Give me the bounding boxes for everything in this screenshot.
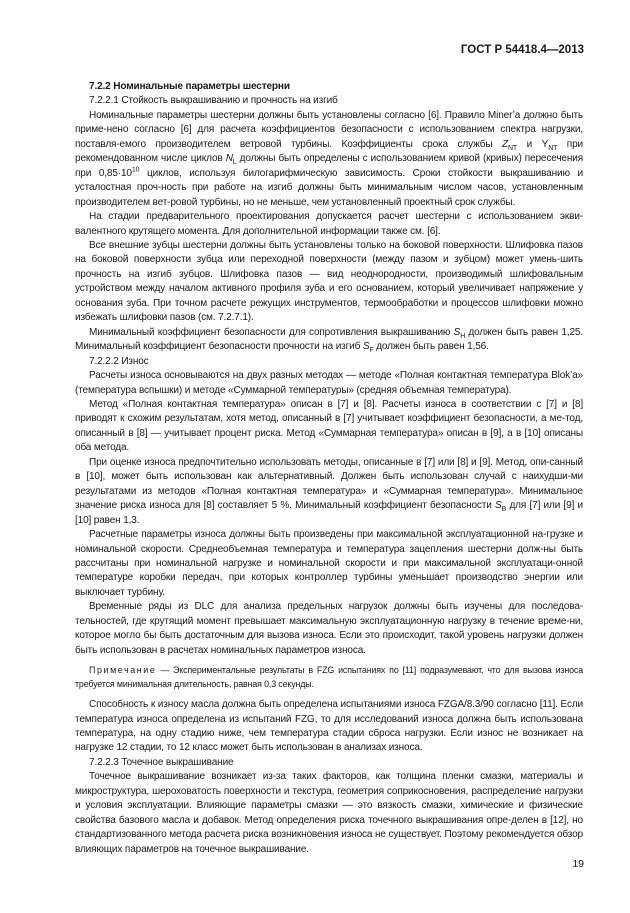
document-body — [75, 80, 583, 857]
subscript: NT — [508, 144, 518, 152]
page-number: 19 — [572, 858, 584, 870]
superscript: 10 — [131, 166, 140, 174]
symbol: S — [362, 341, 370, 353]
paragraph — [75, 109, 583, 210]
paragraph: Все внешние зубцы шестерни должны быть установлены только на боковой поверхности. Шлифовка пазов на боковой поверхности зубца или переходной поверхности (между пазом и зубцом) может умень-шить прочность на изгиб зубцов. Шлифовка пазов — вид неоднородности, производимый шлифовальным устройством между началом активного профиля зуба и его основанием, который увеличивает напряжение у основания зуба. При точном расчете режущих инструментов, термообработки и процессов шлифовки можно избежать шлифовки пазов (см. 7.2.7.1). — [75, 239, 583, 324]
paragraph: Способность к износу масла должна быть определена испытаниями износа FZGA/8.3/90 согласно [11]. Если температура износа определена из испытаний FZG, то для исследований износа должна быть использована температура, на одну стадию ниже, чем температура стадии сброса нагрузки. Если износ не возникает на нагрузке 12 стадии, то 12 класс может быть использован в анализах износа. — [75, 699, 583, 754]
text: должен быть равен 1,56. — [373, 341, 489, 353]
text: для [7] или [9] и [10] равен 1,3. — [75, 500, 583, 526]
subscript: B — [501, 506, 507, 514]
section-heading-7-2-2: 7.2.2 Номинальные параметры шестерни — [89, 81, 290, 92]
symbol: S — [453, 326, 461, 338]
document-header: ГОСТ Р 54418.4—2013 — [460, 44, 584, 56]
symbol: N — [225, 153, 233, 165]
paragraph: Расчетные параметры износа должны быть произведены при максимальной эксплуатационной на-грузке и номинальной скорости. Среднеобъемная температура и температура зацепления шестерни долж-ны быть рассчитаны при номинальной нагрузке и номинальной скорости и при максимальной эксплуатаци-онной температуре коробки передач, при которых контроллер турбины уменьшает производство энергии или выключает турбину. — [75, 529, 583, 598]
subsection-heading-7-2-2-1: 7.2.2.1 Стойкость выкрашиванию и прочность на изгиб — [89, 95, 338, 107]
text: должен быть равен 1,25. Минимальный коэффициент безопасности прочности на изгиб — [75, 326, 583, 353]
subscript: F — [369, 347, 374, 355]
text: Номинальные параметры шестерни должны быть установлены согласно [6]. Правило Miner’a должно быть приме-нено согласно [6] для расчета коэффициентов безопасности с использованием спектра нагрузки, поставля-емого производителем ветровой турбины. Коэффициенты срока службы — [75, 109, 583, 150]
paragraph — [75, 326, 583, 355]
text: и Y — [517, 138, 549, 150]
text: При оценке износа предпочтительно использовать методы, описанные в [7] или [8] и [9]. Метод, опи-санный в [10], может быть использован как альтернативный. Должен быть использован случай с наихудши-ми результатами из методов «Полная контактная температура» и «Суммарная температура». Минимальное значение риска износа для [8] составляет 5 %. Минимальный коэффициент безопасности — [75, 456, 583, 512]
paragraph: Метод «Полная контактная температура» описан в [7] и [8]. Расчеты износа в соответствии с [7] и [8] приводят к схожим результатам, хотя метод, описанный в [7] учитывает коэффициент безопасности, а ме-тод, описанный в [8] — учитывает процент риска. Метод «Суммарная температура» описан в [9], а в [10] описаны оба метода. — [75, 398, 583, 454]
paragraph: На стадии предварительного проектирования допускается расчет шестерни с использованием экви-валентного крутящего момента. Для дополнительной информации также см. [6]. — [75, 211, 583, 237]
symbol: Z — [502, 138, 509, 150]
subscript: NT — [548, 144, 558, 152]
paragraph: Временные ряды из DLC для анализа предельных нагрузок должны быть изучены для последова-тельностей, где крутящий момент превышает максимальную эксплуатационную нагрузку в течение време-ни, которое могло бы быть достаточным для вызова износа. Если это происходит, такой уровень нагрузки должен быть использован в расчетах номинальных параметров износа. — [75, 601, 583, 656]
note — [75, 664, 583, 691]
symbol: S — [495, 500, 502, 512]
paragraph — [75, 456, 583, 528]
note-text: — Экспериментальные результаты в FZG испытаниях по [11] подразумевают, что для вызова износа требуется минимальная длительность, равная 0,3 секунды. — [75, 665, 583, 689]
text: Минимальный коэффициент безопасности для сопротивления выкрашиванию — [89, 326, 454, 338]
subscript: H — [460, 332, 466, 340]
paragraph: Точечное выкрашивание возникает из-за таких факторов, как толщина пленки смазки, материалы и микроструктура, шероховатость поверхности и текстура, геометрия соприкосновения, распределение нагрузки и условия эксплуатации. Влияющие параметры смазки — это вязкость смазки, химические и физические свойства базового масла и добавок. Метод определения риска точечного выкрашивания опре-делен в [12], но стандартизованного метода расчета риска возникновения износа не существует. Поэтому рекомендуется обзор влияющих параметров на точечное выкрашивание. — [75, 771, 583, 855]
text: должны быть определены с использованием кривой (кривых) пересечения при 0,85·10 — [75, 153, 583, 179]
note-label: Примечание — [89, 665, 157, 676]
subsection-heading-7-2-2-2: 7.2.2.2 Износ — [89, 355, 149, 367]
paragraph: Расчеты износа основываются на двух разных методах — методе «Полная контактная температура Blok’a» (температура вспышки) и методе «Суммарной температуры» (средняя объемная температура). — [75, 370, 583, 396]
subsection-heading-7-2-2-3: 7.2.2.3 Точечное выкрашивание — [89, 756, 234, 768]
text: при рекомендованном числе циклов — [75, 138, 583, 165]
text: циклов, используя билогарифмическую зависимость. Сроки стойкости выкрашиванию и усталостная проч-ность при работе на изгиб должны быть минимальным числом часов, установленным производителем вет-ровой турбины, но не меньше, чем установленный проектный срок службы. — [75, 167, 583, 208]
subscript: L — [232, 159, 237, 167]
